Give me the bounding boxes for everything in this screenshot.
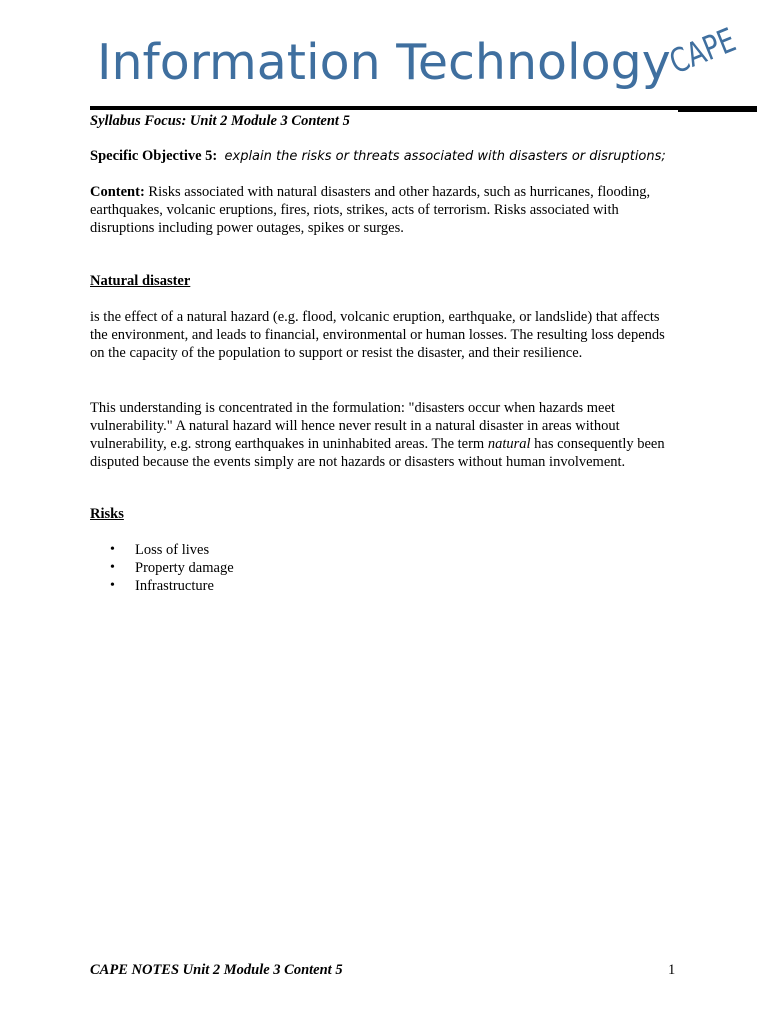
natural-disaster-heading: Natural disaster <box>90 273 191 289</box>
bullet-icon: • <box>110 560 115 575</box>
objective-text: explain the risks or threats associated with disasters or disruptions; <box>224 149 666 164</box>
risks-list <box>110 541 234 595</box>
paragraph-2-text-start: This understanding is concentrated in the formulation: "disasters occur when hazards meet vulnerability." A natural hazard will hence never result in a natural disaster in areas without vulnerability, e.g. strong earthquakes in uninhabited areas. The term <box>90 400 620 452</box>
footer-text: CAPE NOTES Unit 2 Module 3 Content 5 <box>90 962 343 978</box>
syllabus-focus: Syllabus Focus: Unit 2 Module 3 Content 5 <box>90 113 350 129</box>
content-label: Content: <box>90 184 145 200</box>
specific-objective <box>90 147 690 166</box>
content-paragraph <box>90 183 680 237</box>
list-item <box>110 577 234 595</box>
list-item-label: Property damage <box>135 560 234 576</box>
list-item <box>110 541 234 559</box>
risks-heading: Risks <box>90 506 124 522</box>
list-item-label: Loss of lives <box>135 542 210 558</box>
header-rule <box>90 106 757 110</box>
content-text: Risks associated with natural disasters and other hazards, such as hurricanes, flooding, earthquakes, volcanic eruptions, fires, riots, strikes, acts of terrorism. Risks associated with disruptions including power outages, spikes or surges. <box>90 184 651 236</box>
natural-disaster-paragraph-2 <box>90 399 680 471</box>
list-item-label: Infrastructure <box>135 578 214 594</box>
cape-logo: CAPE <box>663 19 741 82</box>
natural-disaster-paragraph-1: is the effect of a natural hazard (e.g. flood, volcanic eruption, earthquake, or landslide) that affects the environment, and leads to financial, environmental or human losses. The resulting loss depends on the capacity of the population to support or resist the disaster, and their resilience. <box>90 309 665 361</box>
objective-label: Specific Objective 5: <box>90 148 218 164</box>
page-number: 1 <box>668 962 676 978</box>
paragraph-2-text-end: has consequently been disputed because the events simply are not hazards or disasters without human involvement. <box>90 436 665 470</box>
bullet-icon: • <box>110 578 115 593</box>
list-item <box>110 559 234 577</box>
bullet-icon: • <box>110 542 115 557</box>
paragraph-2-emphasis: natural <box>487 436 531 452</box>
document-title: Information Technology <box>97 34 671 91</box>
header-rule-accent <box>678 109 757 112</box>
